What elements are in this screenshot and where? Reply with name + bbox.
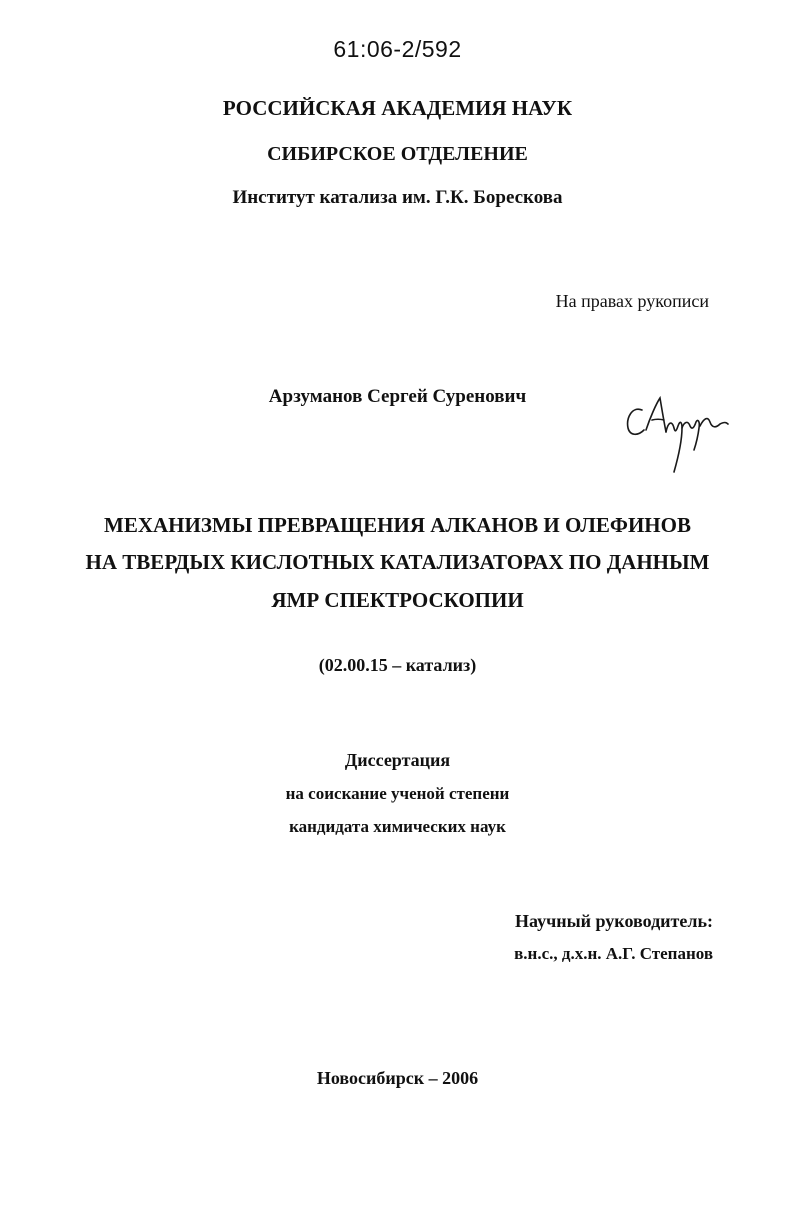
branch-name: СИБИРСКОЕ ОТДЕЛЕНИЕ <box>267 143 528 165</box>
title-line-2: НА ТВЕРДЫХ КИСЛОТНЫХ КАТАЛИЗАТОРАХ ПО ДАННЫМ <box>85 550 710 574</box>
signature-icon <box>620 392 732 478</box>
title-line-1: МЕХАНИЗМЫ ПРЕВРАЩЕНИЯ АЛКАНОВ И ОЛЕФИНОВ <box>104 513 691 537</box>
degree-line-3: кандидата химических наук <box>289 817 506 836</box>
rights-note: На правах рукописи <box>555 291 709 311</box>
advisor-name: в.н.с., д.х.н. А.Г. Степанов <box>514 944 713 963</box>
academy-name: РОССИЙСКАЯ АКАДЕМИЯ НАУК <box>222 96 573 120</box>
city-year: Новосибирск – 2006 <box>316 1068 479 1088</box>
catalog-number: 61:06-2/592 <box>333 36 462 62</box>
author-name: Арзуманов Сергей Суренович <box>268 386 527 407</box>
advisor-label: Научный руководитель: <box>515 911 713 931</box>
specialty-code: (02.00.15 – катализ) <box>318 655 477 675</box>
degree-line-2: на соискание ученой степени <box>285 784 510 803</box>
degree-line-1: Диссертация <box>344 750 451 770</box>
institute-name: Институт катализа им. Г.К. Борескова <box>232 187 563 208</box>
title-line-3: ЯМР СПЕКТРОСКОПИИ <box>271 588 524 612</box>
